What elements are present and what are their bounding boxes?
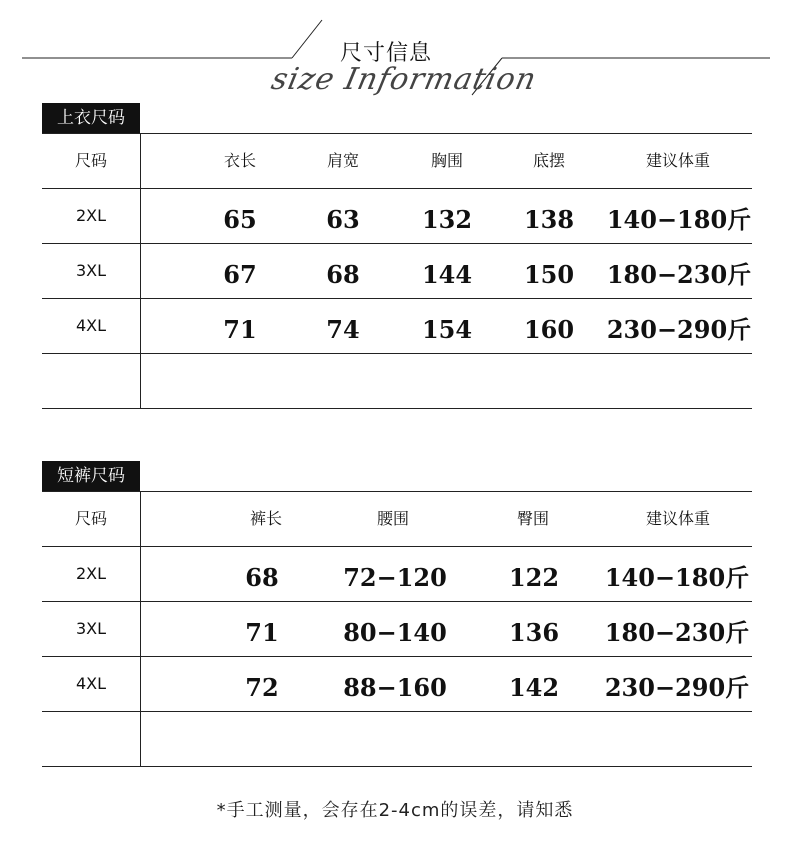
column-header-size: 尺码 xyxy=(42,492,141,546)
waist-cell: 88−160 xyxy=(343,673,447,702)
table-row-empty xyxy=(42,712,752,767)
column-header-hem: 底摆 xyxy=(532,151,565,170)
size-cell: 4XL xyxy=(42,657,141,711)
length-cell: 67 xyxy=(223,260,257,289)
hem-cell: 150 xyxy=(523,260,575,289)
weight-cell: 140−180斤 xyxy=(606,205,752,234)
top-size-tag: 上衣尺码 xyxy=(42,103,140,133)
hem-cell: 160 xyxy=(523,315,575,344)
shorts-size-table xyxy=(42,491,752,767)
column-header-chest: 胸围 xyxy=(430,151,463,170)
size-cell: 3XL xyxy=(42,244,141,298)
column-header-length: 衣长 xyxy=(223,151,256,170)
weight-cell: 180−230斤 xyxy=(606,260,752,289)
weight-cell: 230−290斤 xyxy=(606,315,752,344)
hip-cell: 122 xyxy=(508,563,560,592)
table-header-row xyxy=(42,491,752,547)
column-header-shoulder: 肩宽 xyxy=(326,151,359,170)
hip-cell: 136 xyxy=(508,618,560,647)
chest-cell: 132 xyxy=(421,205,473,234)
length-cell: 71 xyxy=(223,315,257,344)
column-header-pants-length: 裤长 xyxy=(249,509,282,528)
size-cell: 2XL xyxy=(42,189,141,243)
size-cell xyxy=(42,354,141,408)
size-cell: 2XL xyxy=(42,547,141,601)
size-cell xyxy=(42,712,141,766)
weight-cell: 230−290斤 xyxy=(604,673,750,702)
table-row xyxy=(42,657,752,712)
chest-cell: 154 xyxy=(421,315,473,344)
shorts-size-tag: 短裤尺码 xyxy=(42,461,140,491)
table-row xyxy=(42,244,752,299)
table-row xyxy=(42,189,752,244)
weight-cell: 180−230斤 xyxy=(604,618,750,647)
weight-cell: 140−180斤 xyxy=(604,563,750,592)
column-header-weight: 建议体重 xyxy=(645,151,710,170)
hip-cell: 142 xyxy=(508,673,560,702)
pants-length-cell: 68 xyxy=(245,563,279,592)
table-row xyxy=(42,602,752,657)
length-cell: 65 xyxy=(223,205,257,234)
table-row xyxy=(42,547,752,602)
page-subtitle-script: size Information xyxy=(268,62,540,97)
header-left-slash xyxy=(292,20,322,58)
waist-cell: 72−120 xyxy=(343,563,447,592)
column-header-hip: 臀围 xyxy=(516,509,549,528)
page-header xyxy=(0,0,790,120)
top-size-table xyxy=(42,133,752,409)
column-header-waist: 腰围 xyxy=(376,509,409,528)
page-title: 尺寸信息 xyxy=(340,41,433,66)
measurement-note: *手工测量，会存在2-4cm的误差，请知悉 xyxy=(216,800,574,821)
shoulder-cell: 74 xyxy=(326,315,360,344)
shoulder-cell: 68 xyxy=(326,260,360,289)
pants-length-cell: 71 xyxy=(245,618,279,647)
size-cell: 3XL xyxy=(42,602,141,656)
chest-cell: 144 xyxy=(421,260,473,289)
size-cell: 4XL xyxy=(42,299,141,353)
waist-cell: 80−140 xyxy=(343,618,447,647)
shoulder-cell: 63 xyxy=(326,205,360,234)
column-header-size: 尺码 xyxy=(42,134,141,188)
column-header-weight: 建议体重 xyxy=(645,509,710,528)
hem-cell: 138 xyxy=(523,205,575,234)
table-row-empty xyxy=(42,354,752,409)
table-row xyxy=(42,299,752,354)
table-header-row xyxy=(42,133,752,189)
pants-length-cell: 72 xyxy=(245,673,279,702)
